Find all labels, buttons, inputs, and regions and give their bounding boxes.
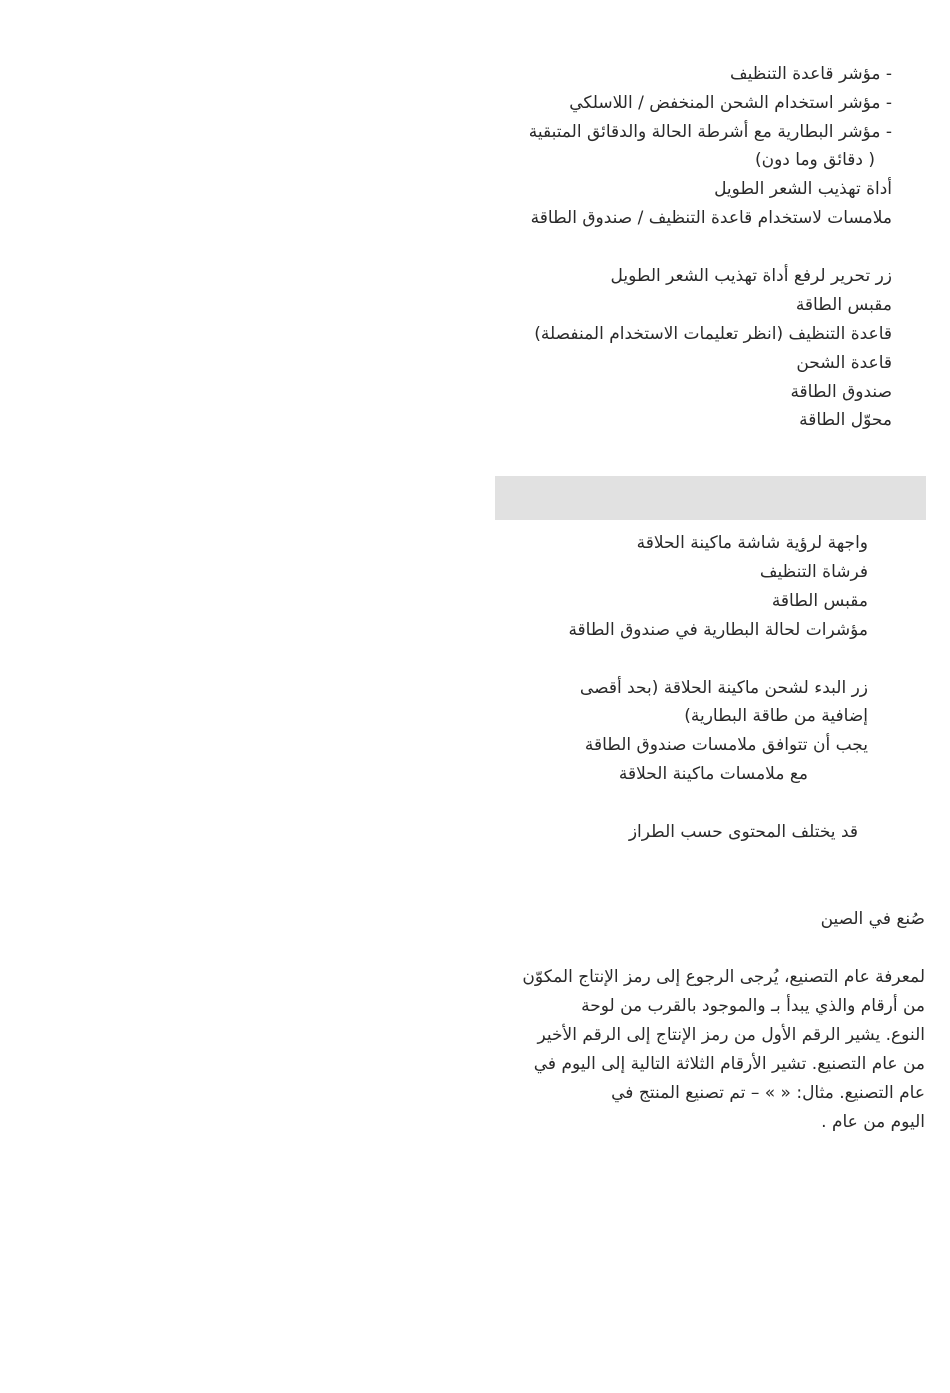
- legend-line: واجهة لرؤية شاشة ماكينة الحلاقة: [636, 533, 868, 553]
- legend-line: إضافية من طاقة البطارية): [684, 706, 868, 726]
- legend-line: ( دقائق وما دون): [754, 150, 875, 170]
- legend-line: صندوق الطاقة: [790, 382, 892, 402]
- model-note: قد يختلف المحتوى حسب الطراز: [628, 822, 858, 842]
- legend-line: يجب أن تتوافق ملامسات صندوق الطاقة: [584, 735, 868, 755]
- paragraph-line: من عام التصنيع. تشير الأرقام الثلاثة التالية إلى اليوم في: [533, 1054, 925, 1074]
- legend-line: فرشاة التنظيف: [759, 562, 868, 582]
- paragraph-line: اليوم من عام .: [821, 1112, 925, 1132]
- legend-line: - مؤشر استخدام الشحن المنخفض / اللاسلكي: [569, 93, 892, 113]
- legend-line: أداة تهذيب الشعر الطويل: [714, 179, 892, 199]
- legend-line: - مؤشر البطارية مع أشرطة الحالة والدقائق المتبقية: [528, 122, 892, 142]
- section-header-bar: [495, 476, 926, 520]
- paragraph-line: النوع. يشير الرقم الأول من رمز الإنتاج إلى الرقم الأخير: [537, 1025, 925, 1045]
- made-in-label: صُنع في الصين: [820, 909, 925, 929]
- legend-line: مقبس الطاقة: [771, 591, 868, 611]
- legend-line: - مؤشر قاعدة التنظيف: [730, 64, 892, 84]
- paragraph-line: عام التصنيع. مثال: « » – تم تصنيع المنتج في: [611, 1083, 925, 1103]
- legend-line: مؤشرات لحالة البطارية في صندوق الطاقة: [568, 620, 868, 640]
- legend-line: ملامسات لاستخدام قاعدة التنظيف / صندوق الطاقة: [530, 208, 892, 228]
- legend-line: زر تحرير لرفع أداة تهذيب الشعر الطويل: [610, 266, 892, 286]
- paragraph-line: لمعرفة عام التصنيع، يُرجى الرجوع إلى رمز الإنتاج المكوّن: [522, 967, 925, 987]
- legend-line: مع ملامسات ماكينة الحلاقة: [618, 764, 808, 784]
- paragraph-line: من أرقام والذي يبدأ بـ والموجود بالقرب من لوحة: [581, 996, 925, 1016]
- legend-line: قاعدة الشحن: [796, 353, 892, 373]
- legend-line: زر البدء لشحن ماكينة الحلاقة (بحد أقصى: [579, 678, 868, 698]
- legend-line: قاعدة التنظيف (انظر تعليمات الاستخدام المنفصلة): [534, 324, 892, 344]
- legend-line: محوّل الطاقة: [799, 410, 892, 430]
- legend-line: مقبس الطاقة: [795, 295, 892, 315]
